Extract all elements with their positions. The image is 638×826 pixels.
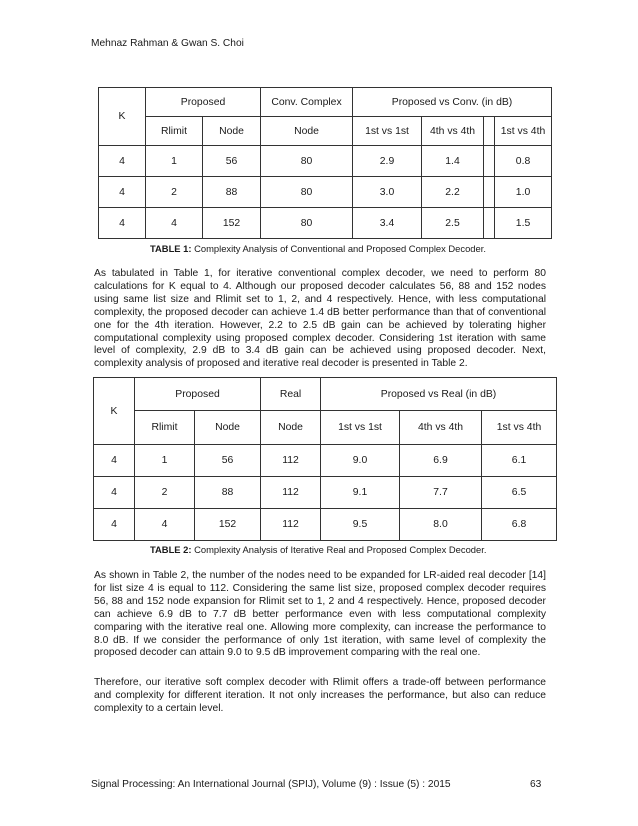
table-sub-header: 1st vs 4th — [482, 411, 557, 445]
table-row — [99, 146, 552, 177]
table-cell: 88 — [195, 477, 261, 509]
table-group-header: Proposed — [135, 378, 261, 411]
table-cell: 1 — [146, 146, 203, 177]
table-cell: 2.9 — [353, 146, 422, 177]
table-header-k: K — [99, 88, 146, 146]
table-gap-cell — [484, 146, 495, 177]
table-sub-header: 1st vs 4th — [495, 117, 552, 146]
table-cell: 1.4 — [422, 146, 484, 177]
table-sub-header: Rlimit — [146, 117, 203, 146]
table-cell: 2.5 — [422, 208, 484, 239]
table-cell: 8.0 — [400, 509, 482, 541]
table-sub-header: 4th vs 4th — [422, 117, 484, 146]
table-cell: 56 — [195, 445, 261, 477]
table-cell: 6.8 — [482, 509, 557, 541]
caption-label: TABLE 2: — [150, 544, 192, 555]
footer-journal: Signal Processing: An International Journal (SPIJ), Volume (9) : Issue (5) : 2015 — [91, 779, 451, 790]
table-cell: 4 — [94, 509, 135, 541]
table-header-k: K — [94, 378, 135, 445]
table-cell: 1.0 — [495, 177, 552, 208]
table-1 — [98, 87, 552, 239]
table-sub-header: 1st vs 1st — [353, 117, 422, 146]
table-cell: 2 — [135, 477, 195, 509]
paragraph-3: Therefore, our iterative soft complex decoder with Rlimit offers a trade-off between performance and complexity for different iteration. It not only increases the performance, but also can reduce complexity to a certain level. — [94, 677, 546, 714]
table-gap-cell — [484, 208, 495, 239]
table-cell: 2 — [146, 177, 203, 208]
table-cell: 80 — [261, 177, 353, 208]
table-cell: 4 — [99, 208, 146, 239]
table-cell: 80 — [261, 146, 353, 177]
table-cell: 6.5 — [482, 477, 557, 509]
table-cell: 9.0 — [321, 445, 400, 477]
table-sub-header: 4th vs 4th — [400, 411, 482, 445]
table-cell: 112 — [261, 477, 321, 509]
table-row — [99, 177, 552, 208]
table-sub-header: Node — [261, 117, 353, 146]
table-sub-header: Node — [203, 117, 261, 146]
caption-label: TABLE 1: — [150, 243, 192, 254]
table-cell: 4 — [99, 177, 146, 208]
table-cell: 3.4 — [353, 208, 422, 239]
table-group-header: Proposed — [146, 88, 261, 117]
table-2-caption — [150, 544, 486, 555]
table-cell: 152 — [203, 208, 261, 239]
table-cell: 7.7 — [400, 477, 482, 509]
table-gap-cell — [484, 117, 495, 146]
page-number: 63 — [530, 779, 542, 790]
table-cell: 56 — [203, 146, 261, 177]
table-cell: 3.0 — [353, 177, 422, 208]
table-cell: 9.5 — [321, 509, 400, 541]
table-cell: 6.1 — [482, 445, 557, 477]
table-cell: 4 — [94, 445, 135, 477]
table-row — [99, 208, 552, 239]
caption-text: Complexity Analysis of Iterative Real and Proposed Complex Decoder. — [191, 544, 487, 555]
table-cell: 4 — [94, 477, 135, 509]
table-cell: 80 — [261, 208, 353, 239]
table-group-header: Real — [261, 378, 321, 411]
table-cell: 6.9 — [400, 445, 482, 477]
paragraph-2: As shown in Table 2, the number of the nodes need to be expanded for LR-aided real decoder [14] for list size 4 is equal to 112. Considering the same list size, proposed complex decoder requires 56, 88 and 152 node expansion for Rlimit set to 1, 2 and 4 respectively. Hence, proposed decoder can achieve 6.9 dB to 7.7 dB better performance even with less computational complexity comparing with the iterative real one. Allowing more complexity, can increase the performance to 8.0 dB. If we consider the performance of only 1st iteration, with same level of complexity the proposed decoder can attain 9.0 to 9.5 dB improvement comparing with the real one. — [94, 570, 546, 659]
table-group-header: Conv. Complex — [261, 88, 353, 117]
table-1-caption — [150, 243, 486, 254]
table-cell: 0.8 — [495, 146, 552, 177]
table-sub-header: 1st vs 1st — [321, 411, 400, 445]
table-2 — [93, 377, 557, 541]
table-cell: 9.1 — [321, 477, 400, 509]
table-sub-header: Rlimit — [135, 411, 195, 445]
table-cell: 4 — [135, 509, 195, 541]
paragraph-1: As tabulated in Table 1, for iterative conventional complex decoder, we need to perform 80 calculations for K equal to 4. Although our proposed decoder calculates 56, 88 and 152 nodes using same list size and Rlimit set to 1, 2, and 4 respectively. Hence, with less computational complexity, the proposed decoder can achieve 1.4 dB better performance than that of conventional one for the 4th iteration. However, 2.2 to 2.5 dB gain can be achieved by tolerating higher computational complexity using proposed complex decoder. Considering 1st iteration with same level of complexity, 2.9 dB to 3.4 dB gain can be achieved using proposed decoder. Next, complexity analysis of proposed and iterative real decoder is presented in Table 2. — [94, 268, 546, 370]
table-row — [94, 477, 557, 509]
table-row — [94, 445, 557, 477]
caption-text: Complexity Analysis of Conventional and Proposed Complex Decoder. — [191, 243, 486, 254]
table-gap-cell — [484, 177, 495, 208]
table-row — [94, 509, 557, 541]
table-sub-header: Node — [261, 411, 321, 445]
table-cell: 4 — [146, 208, 203, 239]
running-header: Mehnaz Rahman & Gwan S. Choi — [91, 38, 244, 49]
table-cell: 4 — [99, 146, 146, 177]
table-cell: 112 — [261, 509, 321, 541]
table-cell: 1.5 — [495, 208, 552, 239]
table-cell: 112 — [261, 445, 321, 477]
table-cell: 2.2 — [422, 177, 484, 208]
table-cell: 88 — [203, 177, 261, 208]
table-sub-header: Node — [195, 411, 261, 445]
table-group-header: Proposed vs Real (in dB) — [321, 378, 557, 411]
table-group-header: Proposed vs Conv. (in dB) — [353, 88, 552, 117]
table-cell: 1 — [135, 445, 195, 477]
table-cell: 152 — [195, 509, 261, 541]
